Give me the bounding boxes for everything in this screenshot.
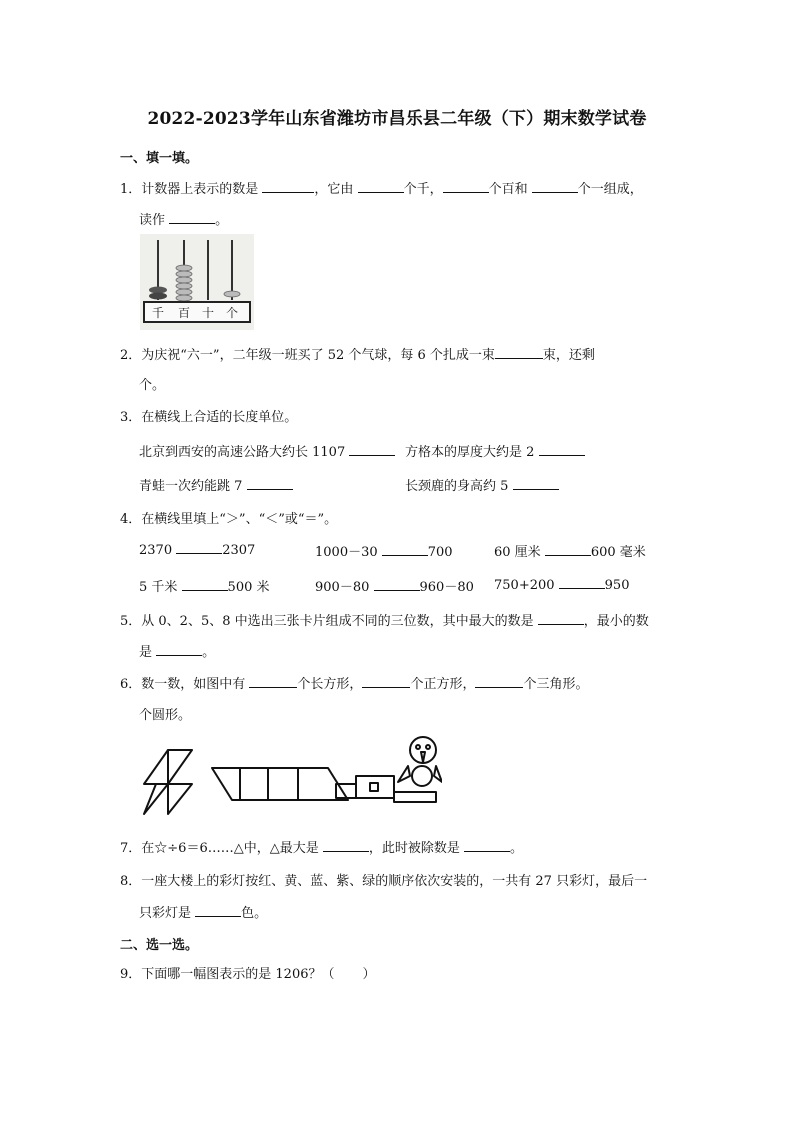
abacus-label-thousands: 千 — [151, 306, 165, 320]
section-heading-choose: 二、选一选。 — [120, 938, 199, 953]
compare-item: 60 厘米 600 毫米 — [494, 545, 646, 560]
question-5-cont: 是 。 — [139, 645, 216, 660]
abacus-label-ones: 个 — [225, 306, 239, 320]
answer-blank[interactable] — [247, 477, 293, 490]
question-3-item: 方格本的厚度大约是 2 — [405, 441, 585, 460]
question-3-item: 青蛙一次约能跳 7 — [139, 475, 293, 494]
answer-blank[interactable] — [532, 180, 578, 193]
compare-item: 900－80 960－80 — [315, 580, 474, 595]
answer-blank[interactable] — [176, 541, 222, 554]
answer-blank[interactable] — [539, 443, 585, 456]
question-4: 4．在横线里填上“＞”、“＜”或“＝”。 — [120, 512, 338, 527]
answer-blank[interactable] — [169, 211, 215, 224]
question-6: 6．数一数，如图中有 个长方形， 个正方形， 个三角形。 — [120, 677, 589, 692]
question-number: 3． — [120, 410, 142, 425]
answer-blank[interactable] — [182, 578, 228, 591]
question-3: 3．在横线上合适的长度单位。 — [120, 410, 298, 425]
answer-blank[interactable] — [382, 543, 428, 556]
question-8: 8．一座大楼上的彩灯按红、黄、蓝、紫、绿的顺序依次安装的，一共有 27 只彩灯，最后一 — [120, 874, 648, 889]
question-6-cont: 个圆形。 — [139, 708, 192, 723]
answer-blank[interactable] — [358, 180, 404, 193]
answer-blank[interactable] — [513, 477, 559, 490]
question-2: 2．为庆祝“六一”，二年级一班买了 52 个气球，每 6 个扎成一束 束，还剩 — [120, 348, 595, 363]
question-1-cont: 读作 。 — [139, 213, 229, 228]
question-3-item: 北京到西安的高速公路大约长 1107 — [139, 441, 395, 460]
answer-blank[interactable] — [262, 180, 314, 193]
question-number: 1． — [120, 182, 142, 197]
question-number: 8． — [120, 874, 142, 889]
question-number: 7． — [120, 841, 142, 856]
answer-blank[interactable] — [323, 839, 369, 852]
compare-item: 750+200 950 — [494, 578, 630, 593]
answer-blank[interactable] — [195, 904, 241, 917]
page-title: 2022-2023学年山东省潍坊市昌乐县二年级（下）期末数学试卷 — [147, 109, 647, 129]
question-number: 9． — [120, 967, 142, 982]
answer-blank[interactable] — [495, 346, 543, 359]
compare-item: 1000－30 700 — [315, 545, 453, 560]
shapes-figure — [138, 736, 442, 818]
question-7: 7．在☆÷6＝6……△中，△最大是 ，此时被除数是 。 — [120, 841, 523, 856]
question-5: 5．从 0、2、5、8 中选出三张卡片组成不同的三位数，其中最大的数是 ，最小的数 — [120, 614, 649, 629]
question-number: 5． — [120, 614, 142, 629]
question-8-cont: 只彩灯是 色。 — [139, 906, 268, 921]
answer-blank[interactable] — [362, 675, 410, 688]
compare-item: 5 千米 500 米 — [139, 580, 270, 595]
abacus-label-hundreds: 百 — [177, 306, 191, 320]
answer-blank[interactable] — [443, 180, 489, 193]
question-9: 9．下面哪一幅图表示的是 1206？（ ） — [120, 967, 376, 982]
answer-blank[interactable] — [464, 839, 510, 852]
answer-blank[interactable] — [545, 543, 591, 556]
abacus-label-tens: 十 — [201, 306, 215, 320]
question-2-cont: 个。 — [139, 378, 166, 393]
answer-blank[interactable] — [538, 612, 584, 625]
answer-blank[interactable] — [475, 675, 523, 688]
question-1: 1．计数器上表示的数是 ，它由 个千， 个百和 个一组成， — [120, 182, 643, 197]
answer-blank[interactable] — [374, 578, 420, 591]
question-number: 6． — [120, 677, 142, 692]
question-3-item: 长颈鹿的身高约 5 — [405, 475, 559, 494]
answer-blank[interactable] — [249, 675, 297, 688]
answer-blank[interactable] — [156, 643, 202, 656]
answer-blank[interactable] — [559, 576, 605, 589]
compare-item: 2370 2307 — [139, 543, 256, 558]
question-number: 2． — [120, 348, 142, 363]
question-number: 4． — [120, 512, 142, 527]
abacus-figure — [140, 234, 254, 330]
answer-blank[interactable] — [349, 443, 395, 456]
section-heading-fill: 一、填一填。 — [120, 151, 199, 166]
